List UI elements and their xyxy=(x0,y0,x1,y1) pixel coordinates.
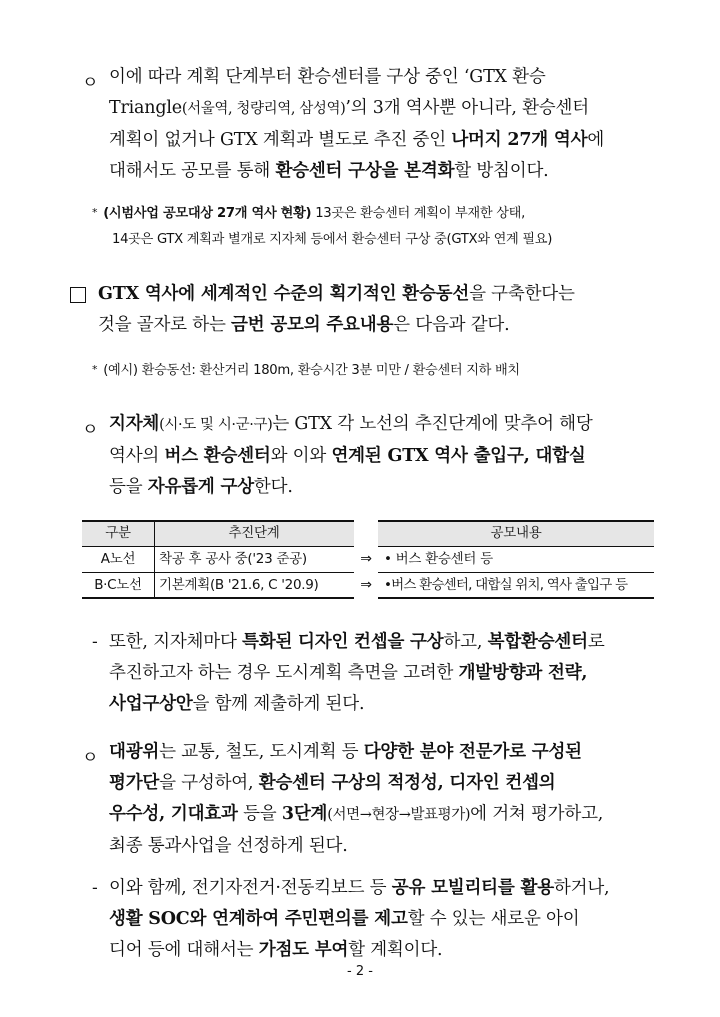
page-number: - 2 - xyxy=(347,964,373,979)
bold-text: 사업구상안 xyxy=(109,694,193,714)
paragraph-1-line-3 xyxy=(109,125,604,156)
paragraph-1-line-1: 이에 따라 계획 단계부터 환승센터를 구상 중인 ‘GTX 환승 xyxy=(109,67,546,87)
table-rule xyxy=(378,597,654,599)
row-1-stage: 착공 후 공사 중('23 준공) xyxy=(159,551,307,567)
table-rule xyxy=(378,572,654,573)
footnote-1-line-1 xyxy=(92,200,552,227)
text: 추진하고자 하는 경우 도시계획 측면을 고려한 xyxy=(109,663,459,683)
circle-bullet: ㅇ xyxy=(82,73,99,93)
text: 는 GTX 각 노선의 추진단계에 맞추어 해당 xyxy=(272,414,593,434)
bold-text: 개발방향과 전략, xyxy=(458,663,588,683)
paragraph-6 xyxy=(109,873,609,966)
row-2-stage: 기본계획(B '21.6, C '20.9) xyxy=(159,577,319,593)
table-rule xyxy=(82,597,354,599)
text: 대해서도 공모를 통해 xyxy=(109,161,276,181)
paragraph-3-line-3 xyxy=(109,472,593,503)
dash-bullet: - xyxy=(92,632,98,652)
bold-text: 공유 모빌리티를 활용 xyxy=(391,878,554,898)
table-rule xyxy=(378,546,654,547)
paragraph-6-line-1 xyxy=(109,873,609,904)
text: 할 방침이다. xyxy=(454,161,549,181)
paragraph-5-line-3 xyxy=(109,799,603,831)
table-rule xyxy=(378,520,654,522)
paragraph-6-line-2 xyxy=(109,904,609,935)
text: Triangle xyxy=(109,98,182,118)
text: (서울역, 청량리역, 삼성역) xyxy=(181,101,346,117)
paragraph-4-line-1 xyxy=(109,627,605,658)
asterisk-bullet: * xyxy=(92,206,98,219)
paragraph-5-line-1 xyxy=(109,737,603,768)
bold-text: 버스 환승센터 xyxy=(164,446,271,466)
text: 을 구축한다는 xyxy=(469,284,575,304)
text: 하거나, xyxy=(553,878,610,898)
text: (서면→현장→발표평가) xyxy=(327,807,471,823)
table-divider xyxy=(154,520,155,598)
bold-text: 가점도 부여 xyxy=(258,940,349,960)
text: 로 xyxy=(587,632,605,652)
text: 에 xyxy=(587,130,605,150)
text: 한다. xyxy=(253,477,293,497)
paragraph-5-line-4: 최종 통과사업을 선정하게 된다. xyxy=(109,836,348,856)
text: 할 수 있는 새로운 아이 xyxy=(407,909,580,929)
bold-text: 연계된 GTX 역사 출입구, 대합실 xyxy=(331,446,586,466)
text: 디어 등에 대해서는 xyxy=(109,940,259,960)
text: 등을 xyxy=(109,477,148,497)
bold-text: 자유롭게 구상 xyxy=(147,477,254,497)
footnote-1-line-2: 14곳은 GTX 계획과 별개로 지자체 등에서 환승센터 구상 중(GTX와 연계 필요) xyxy=(112,232,553,247)
bold-text: 나머지 27개 역사 xyxy=(451,130,588,150)
right-double-arrow-icon: ⇒ xyxy=(360,577,372,593)
footnote-2 xyxy=(92,357,520,384)
table-rule xyxy=(82,572,354,573)
paragraph-3-line-1 xyxy=(109,409,593,441)
bold-text: 복합환승센터 xyxy=(487,632,588,652)
text: 것을 골자로 하는 xyxy=(98,315,232,335)
table-rule xyxy=(82,520,354,522)
bold-text: (시범사업 공모대상 27개 역사 현황) xyxy=(103,206,312,221)
paragraph-1-line-2 xyxy=(109,93,604,125)
paragraph-6-line-3 xyxy=(109,935,609,966)
text: 또한, 지자체마다 xyxy=(109,632,243,652)
asterisk-bullet: * xyxy=(92,363,98,376)
promotion-table xyxy=(82,520,654,598)
right-double-arrow-icon: ⇒ xyxy=(360,551,372,567)
header-category: 구분 xyxy=(82,520,154,546)
bold-text: 환승센터 구상의 적정성, 디자인 컨셉의 xyxy=(258,773,556,793)
row-2-category: B·C노선 xyxy=(94,577,142,593)
bold-text: 금번 공모의 주요내용 xyxy=(231,315,394,335)
circle-bullet: ㅇ xyxy=(82,420,99,440)
footnote-1 xyxy=(92,200,552,253)
text: 는 교통, 철도, 도시계획 등 xyxy=(159,742,364,762)
text: 을 구성하여, xyxy=(159,773,259,793)
bold-text: 3단계 xyxy=(281,804,328,824)
text: (시·도 및 시·군·구) xyxy=(159,417,273,433)
paragraph-2-line-1 xyxy=(98,279,575,310)
text: 등을 xyxy=(237,804,282,824)
header-content: 공모내용 xyxy=(378,520,654,546)
bold-text: 우수성, 기대효과 xyxy=(109,804,238,824)
bold-text: 대광위 xyxy=(109,742,160,762)
bold-text: 지자체 xyxy=(109,414,160,434)
text: 와 이와 xyxy=(270,446,332,466)
bold-text: 다양한 분야 전문가로 구성된 xyxy=(363,742,582,762)
row-1-content: • 버스 환승센터 등 xyxy=(384,551,493,567)
paragraph-4-line-2 xyxy=(109,658,605,689)
text: 에 거쳐 평가하고, xyxy=(470,804,604,824)
row-2-content: •버스 환승센터, 대합실 위치, 역사 출입구 등 xyxy=(384,577,628,593)
bold-text: 특화된 디자인 컨셉을 구상 xyxy=(242,632,444,652)
paragraph-4-line-3 xyxy=(109,689,605,720)
text: 13곳은 환승센터 계획이 부재한 상태, xyxy=(311,206,525,221)
text: (예시) 환승동선: 환산거리 180m, 환승시간 3분 미만 / 환승센터 지하 배치 xyxy=(103,363,520,378)
text: 계획이 없거나 GTX 계획과 별도로 추진 중인 xyxy=(109,130,452,150)
paragraph-4 xyxy=(109,627,605,720)
header-stage: 추진단계 xyxy=(154,520,354,546)
text: ’의 3개 역사뿐 아니라, 환승센터 xyxy=(345,98,589,118)
paragraph-1 xyxy=(109,62,604,187)
paragraph-1-line-4 xyxy=(109,156,604,187)
paragraph-5-line-2 xyxy=(109,768,603,799)
paragraph-3-line-2 xyxy=(109,441,593,472)
text: 을 함께 제출하게 된다. xyxy=(192,694,365,714)
text: 하고, xyxy=(443,632,488,652)
paragraph-5 xyxy=(109,737,603,862)
text: 은 다음과 같다. xyxy=(393,315,510,335)
bold-text: GTX 역사에 세계적인 수준의 획기적인 환승동선 xyxy=(98,284,470,304)
paragraph-3 xyxy=(109,409,593,503)
checkbox-square-icon xyxy=(70,287,86,303)
text: 할 계획이다. xyxy=(348,940,443,960)
footnote-2-line-1 xyxy=(92,357,520,384)
text: 이와 함께, 전기자전거·전동킥보드 등 xyxy=(109,878,392,898)
bold-text: 생활 SOC와 연계하여 주민편의를 제고 xyxy=(109,909,408,929)
paragraph-2 xyxy=(98,279,575,341)
text: 역사의 xyxy=(109,446,165,466)
paragraph-2-line-2 xyxy=(98,310,575,341)
bold-text: 환승센터 구상을 본격화 xyxy=(275,161,455,181)
dash-bullet: - xyxy=(92,878,98,898)
bold-text: 평가단 xyxy=(109,773,160,793)
circle-bullet: ㅇ xyxy=(82,748,99,768)
table-rule xyxy=(82,546,354,547)
row-1-category: A노선 xyxy=(100,551,136,567)
